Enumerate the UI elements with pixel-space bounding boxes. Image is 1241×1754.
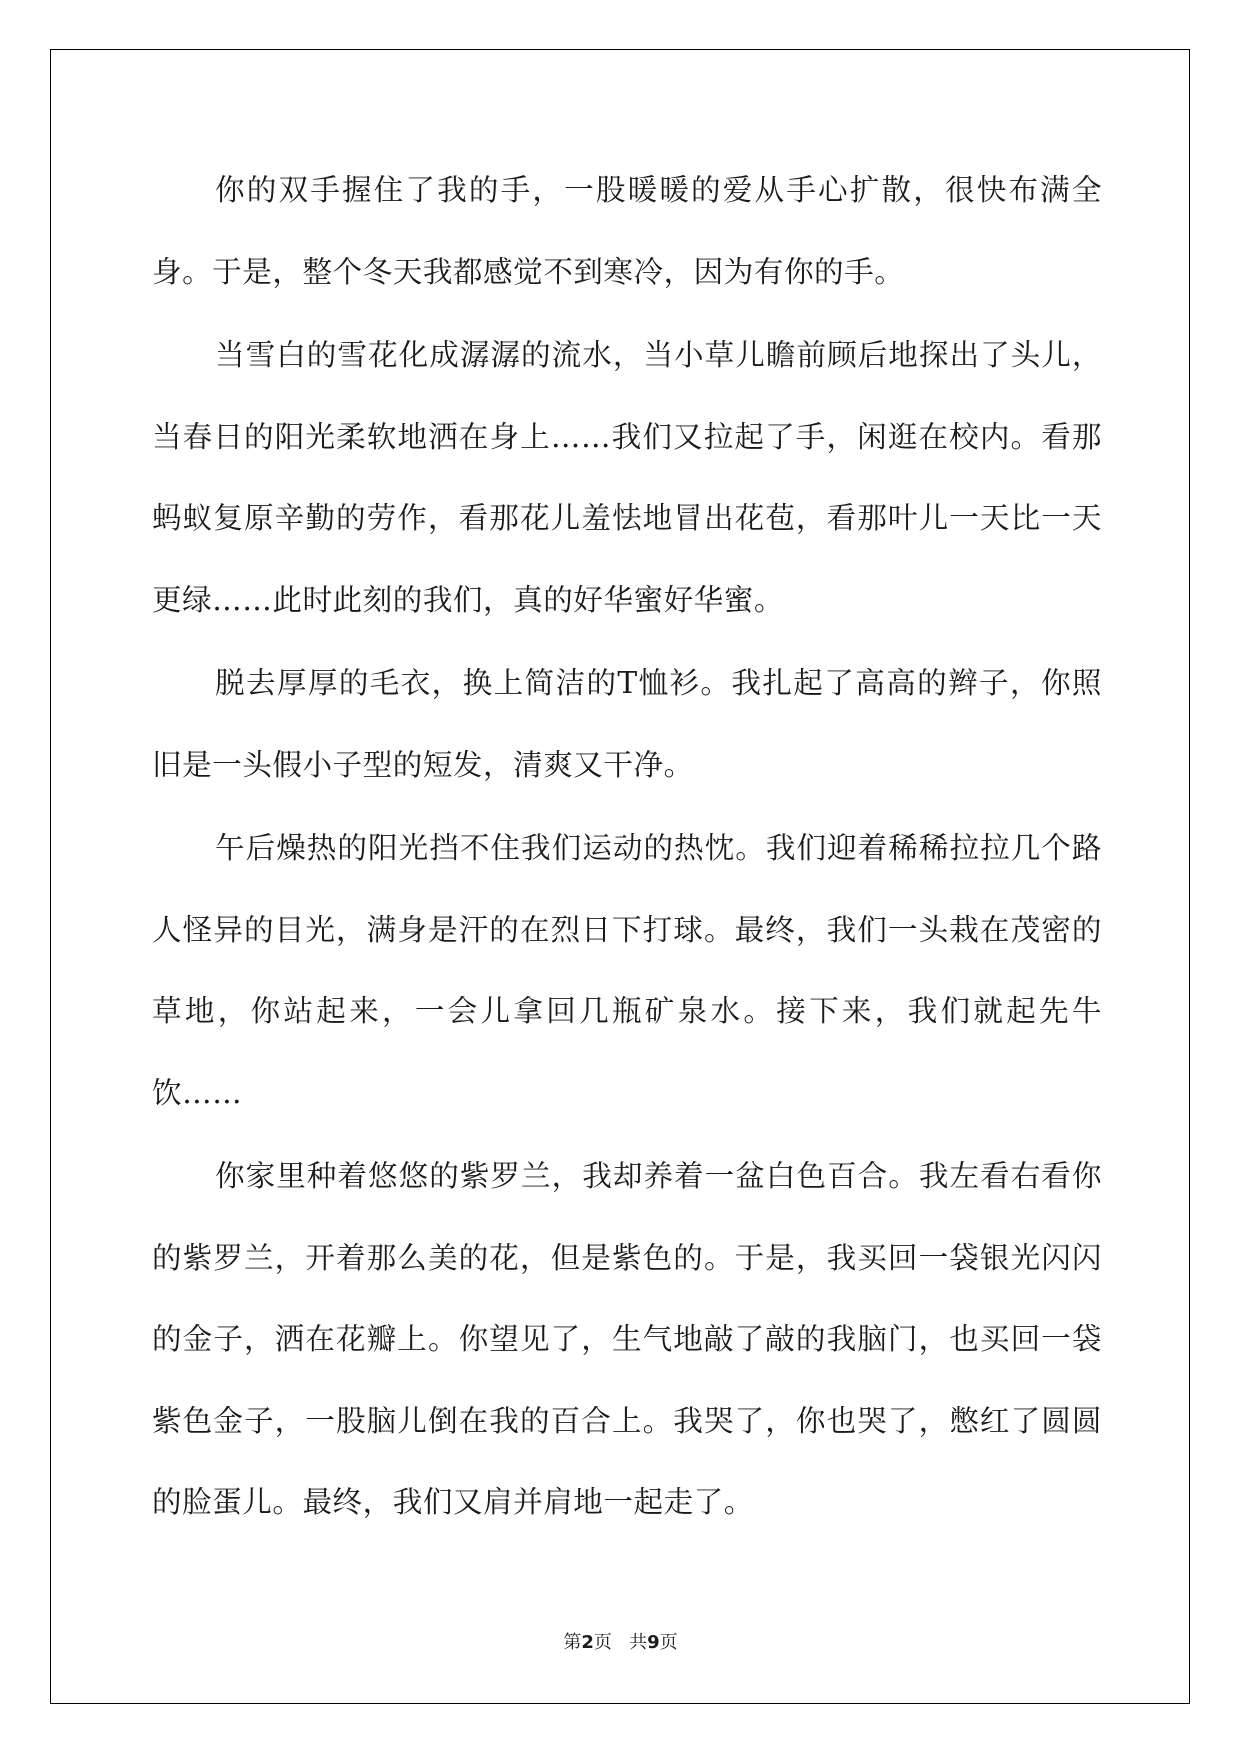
paragraph-4: 午后燥热的阳光挡不住我们运动的热忱。我们迎着稀稀拉拉几个路人怪异的目光，满身是汗的在烈日下打球。最终，我们一头栽在茂密的草地，你站起来，一会儿拿回几瓶矿泉水。接下来，我们就起先牛饮…… <box>152 831 1102 1110</box>
footer-total-suffix: 页 <box>659 1632 678 1653</box>
paragraph-1: 你的双手握住了我的手，一股暖暖的爱从手心扩散，很快布满全身。于是，整个冬天我都感觉不到寒冷，因为有你的手。 <box>152 173 1102 289</box>
paragraph-3: 脱去厚厚的毛衣，换上简洁的T恤衫。我扎起了高高的辫子，你照旧是一头假小子型的短发，清爽又干净。 <box>152 666 1102 782</box>
paragraph-5: 你家里种着悠悠的紫罗兰，我却养着一盆白色百合。我左看右看你的紫罗兰，开着那么美的花，但是紫色的。于是，我买回一袋银光闪闪的金子，洒在花瓣上。你望见了，生气地敲了敲的我脑门，也买回一袋紫色金子，一股脑儿倒在我的百合上。我哭了，你也哭了，憋红了圆圆的脸蛋儿。最终，我们又肩并肩地一起走了。 <box>152 1159 1102 1519</box>
footer-total-prefix: 共 <box>629 1632 648 1653</box>
footer-page-suffix: 页 <box>593 1632 612 1653</box>
footer-page-current: 2 <box>581 1632 594 1653</box>
footer-page-total: 9 <box>647 1632 660 1653</box>
page-footer <box>0 1631 1241 1655</box>
document-body <box>152 150 1102 1546</box>
footer-page-prefix: 第 <box>563 1632 582 1653</box>
paragraph-2: 当雪白的雪花化成潺潺的流水，当小草儿瞻前顾后地探出了头儿，当春日的阳光柔软地洒在身上……我们又拉起了手，闲逛在校内。看那蚂蚁复原辛勤的劳作，看那花儿羞怯地冒出花苞，看那叶儿一天比一天更绿……此时此刻的我们，真的好华蜜好华蜜。 <box>152 338 1102 617</box>
